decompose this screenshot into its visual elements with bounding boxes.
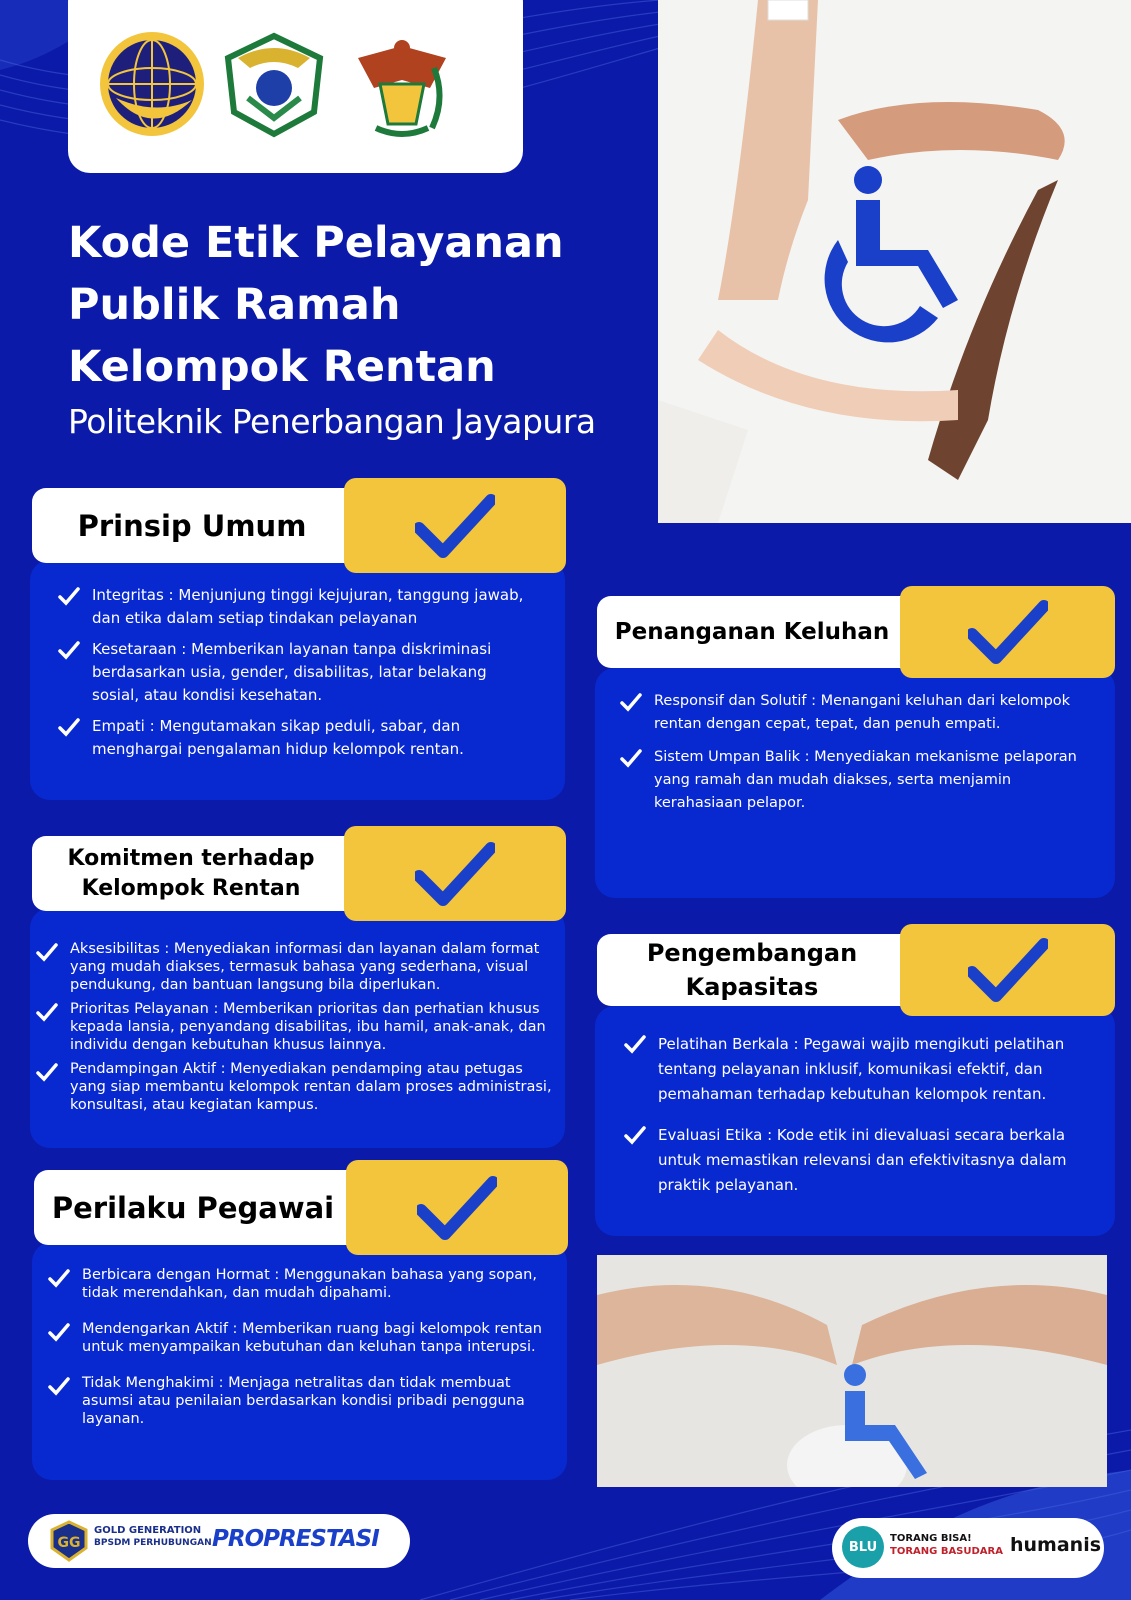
list-item [36, 1060, 552, 1114]
list-item-text: Prioritas Pelayanan : Memberikan prioritas dan perhatian khusus kepada lansia, penyandang disabilitas, ibu hamil, anak-anak, dan individu dengan kebutuhan khusus lainnya. [70, 1001, 546, 1053]
title-line-1: Kode Etik Pelayanan [68, 218, 564, 268]
checkmark-icon [417, 1176, 497, 1240]
check-icon [48, 1376, 70, 1396]
penanganan-keluhan-list [620, 690, 1080, 823]
list-item [624, 1123, 1084, 1198]
list-item [624, 1032, 1084, 1107]
check-icon [36, 1062, 58, 1082]
prinsip-umum-check-badge [344, 478, 566, 573]
blu-logo: BLU [842, 1526, 884, 1568]
page-subtitle: Politeknik Penerbangan Jayapura [68, 402, 596, 441]
perilaku-heading: Perilaku Pegawai [34, 1170, 352, 1245]
penanganan-keluhan-heading: Penanganan Keluhan [597, 596, 907, 668]
checkmark-icon [415, 842, 495, 906]
garuda-emblem-icon [346, 28, 458, 140]
logo-panel [68, 0, 523, 173]
check-icon [48, 1322, 70, 1342]
pengembangan-kapasitas-heading [597, 934, 907, 1006]
kapasitas-heading-line-1: Pengembangan [646, 939, 858, 967]
list-item [620, 690, 1080, 736]
list-item-text: Sistem Umpan Balik : Menyediakan mekanisme pelaporan yang ramah dan mudah diakses, serta menjamin kerahasiaan pelapor. [654, 749, 1077, 811]
list-item-text: Berbicara dengan Hormat : Menggunakan bahasa yang sopan, tidak merendahkan, dan mudah dipahami. [82, 1267, 537, 1301]
checkmark-icon [415, 494, 495, 558]
check-icon [620, 692, 642, 712]
komitmen-heading-line-2: Kelompok Rentan [81, 875, 301, 901]
list-item-text: Empati : Mengutamakan sikap peduli, sabar, dan menghargai pengalaman hidup kelompok rentan. [92, 717, 464, 758]
list-item-text: Pelatihan Berkala : Pegawai wajib mengikuti pelatihan tentang pelayanan inklusif, komunikasi efektif, dan pemahaman terhadap kebutuhan kelompok rentan. [658, 1035, 1065, 1103]
check-icon [36, 1002, 58, 1022]
protecting-hands-illustration [597, 1255, 1107, 1487]
svg-text:GG: GG [57, 1535, 81, 1551]
list-item [48, 1266, 558, 1302]
list-item-text: Evaluasi Etika : Kode etik ini dievaluasi secara berkala untuk memastikan relevansi dan efektivitasnya dalam praktik pelayanan. [658, 1126, 1067, 1194]
list-item [36, 940, 552, 994]
list-item [36, 1000, 552, 1054]
list-item [620, 746, 1080, 815]
gold-generation-badge-icon [48, 1520, 90, 1562]
list-item [58, 715, 538, 761]
list-item-text: Responsif dan Solutif : Menangani keluhan dari kelompok rentan dengan cepat, tepat, dan penuh empati. [654, 693, 1071, 732]
komitmen-heading-line-1: Komitmen terhadap [67, 845, 315, 871]
list-item-text: Integritas : Menjunjung tinggi kejujuran, tanggung jawab, dan etika dalam setiap tindakan pelayanan [92, 586, 524, 627]
check-icon [36, 942, 58, 962]
list-item-text: Aksesibilitas : Menyediakan informasi dan layanan dalam format yang mudah diakses, termasuk bahasa yang sederhana, visual pendukung, dan bantuan langsung bila diperlukan. [70, 941, 540, 993]
check-icon [48, 1268, 70, 1288]
list-item-text: Pendampingan Aktif : Menyediakan pendamping atau petugas yang siap membantu kelompok rentan dalam proses administrasi, konsultasi, atau kegiatan kampus. [70, 1061, 552, 1113]
komitmen-heading [32, 836, 350, 911]
bpsdm-label: BPSDM PERHUBUNGAN [94, 1538, 212, 1548]
humanis-logo: humanis [1010, 1534, 1102, 1556]
title-line-2: Publik Ramah [68, 280, 401, 330]
partner-logos-right [832, 1518, 1104, 1578]
torang-line-2: TORANG BASUDARA [890, 1546, 1003, 1557]
list-item [48, 1374, 558, 1428]
list-item [58, 638, 538, 707]
list-item [58, 584, 538, 630]
perilaku-check-badge [346, 1160, 568, 1255]
check-icon [58, 717, 80, 737]
check-icon [624, 1034, 646, 1054]
list-item-text: Tidak Menghakimi : Menjaga netralitas dan tidak membuat asumsi atau penilaian berdasarkan kondisi pribadi pengguna layanan. [82, 1375, 525, 1427]
pengembangan-kapasitas-list [624, 1032, 1084, 1206]
perilaku-list [48, 1266, 558, 1436]
proprestasi-logo: PROPRESTASI [212, 1526, 379, 1552]
title-line-3: Kelompok Rentan [68, 342, 496, 392]
list-item-text: Mendengarkan Aktif : Memberikan ruang bagi kelompok rentan untuk menyampaikan kebutuhan dan keluhan tanpa interupsi. [82, 1321, 542, 1355]
prinsip-umum-list [58, 584, 538, 769]
partner-logos-left [28, 1514, 410, 1568]
list-item [48, 1320, 558, 1356]
hands-wheelchair-photo [658, 0, 1131, 523]
kapasitas-heading-line-2: Kapasitas [685, 973, 819, 1001]
pengembangan-kapasitas-check-badge [900, 924, 1115, 1016]
protecting-hands-photo [597, 1255, 1107, 1487]
checkmark-icon [968, 600, 1048, 664]
kemenhub-emblem-icon [96, 28, 208, 140]
list-item-text: Kesetaraan : Memberikan layanan tanpa diskriminasi berdasarkan usia, gender, disabilitas, latar belakang sosial, atau kondisi kesehatan. [92, 640, 492, 704]
komitmen-list [36, 940, 552, 1120]
check-icon [620, 748, 642, 768]
gold-generation-label: GOLD GENERATION [94, 1525, 202, 1536]
check-icon [58, 640, 80, 660]
penanganan-keluhan-check-badge [900, 586, 1115, 678]
prinsip-umum-heading: Prinsip Umum [32, 488, 352, 563]
torang-logo [890, 1532, 1003, 1558]
hands-illustration [658, 0, 1131, 523]
check-icon [58, 586, 80, 606]
checkmark-icon [968, 938, 1048, 1002]
poltekbang-emblem-icon [218, 28, 330, 140]
komitmen-check-badge [344, 826, 566, 921]
page-title [68, 212, 628, 398]
torang-line-1: TORANG BISA! [890, 1533, 972, 1544]
check-icon [624, 1125, 646, 1145]
